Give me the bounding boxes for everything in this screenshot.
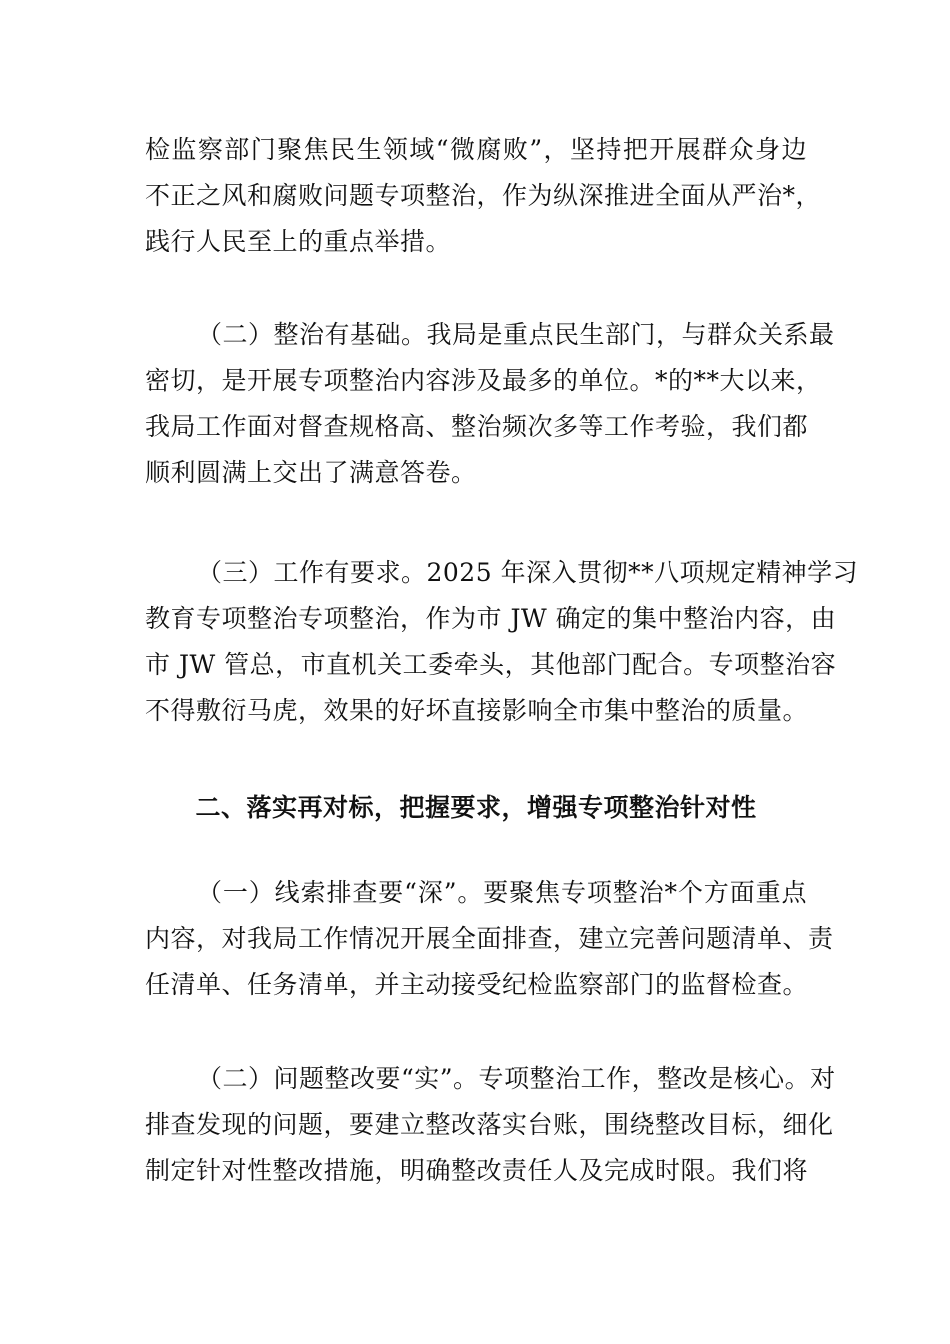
text-line: 教育专项整治专项整治，作为市 JW 确定的集中整治内容，由	[145, 604, 837, 633]
text-line: 任清单、任务清单，并主动接受纪检监察部门的监督检查。	[145, 970, 809, 999]
section-heading: 二、落实再对标，把握要求，增强专项整治针对性	[195, 793, 757, 822]
text-line: （二）整治有基础。我局是重点民生部门，与群众关系最	[197, 320, 835, 349]
paragraph-rectification	[145, 1056, 836, 1194]
paragraph-requirements	[145, 550, 859, 734]
text-line: 制定针对性整改措施，明确整改责任人及完成时限。我们将	[145, 1156, 809, 1185]
paragraph-foundation	[145, 312, 835, 496]
text-line: （一）线索排查要“深”。要聚焦专项整治*个方面重点	[197, 878, 807, 907]
text-line: 不正之风和腐败问题专项整治，作为纵深推进全面从严治*，	[145, 181, 822, 210]
text-line: 顺利圆满上交出了满意答卷。	[145, 458, 477, 487]
text-line: 检监察部门聚焦民生领域“微腐败”，坚持把开展群众身边	[145, 135, 807, 164]
text-line: 排查发现的问题，要建立整改落实台账，围绕整改目标，细化	[145, 1110, 834, 1139]
text-line: 内容，对我局工作情况开展全面排查，建立完善问题清单、责	[145, 924, 834, 953]
text-line: 践行人民至上的重点举措。	[145, 227, 452, 256]
paragraph-clue-investigation	[145, 870, 834, 1008]
text-line: 我局工作面对督查规格高、整治频次多等工作考验，我们都	[145, 412, 809, 441]
text-line: （三）工作有要求。2025 年深入贯彻**八项规定精神学习	[197, 558, 859, 587]
text-line: 密切，是开展专项整治内容涉及最多的单位。*的**大以来，	[145, 366, 822, 395]
text-line: （二）问题整改要“实”。专项整治工作，整改是核心。对	[197, 1064, 836, 1093]
paragraph-intro-continuation	[145, 127, 822, 265]
text-line: 不得敷衍马虎，效果的好坏直接影响全市集中整治的质量。	[145, 696, 809, 725]
text-line: 市 JW 管总，市直机关工委牵头，其他部门配合。专项整治容	[145, 650, 837, 679]
